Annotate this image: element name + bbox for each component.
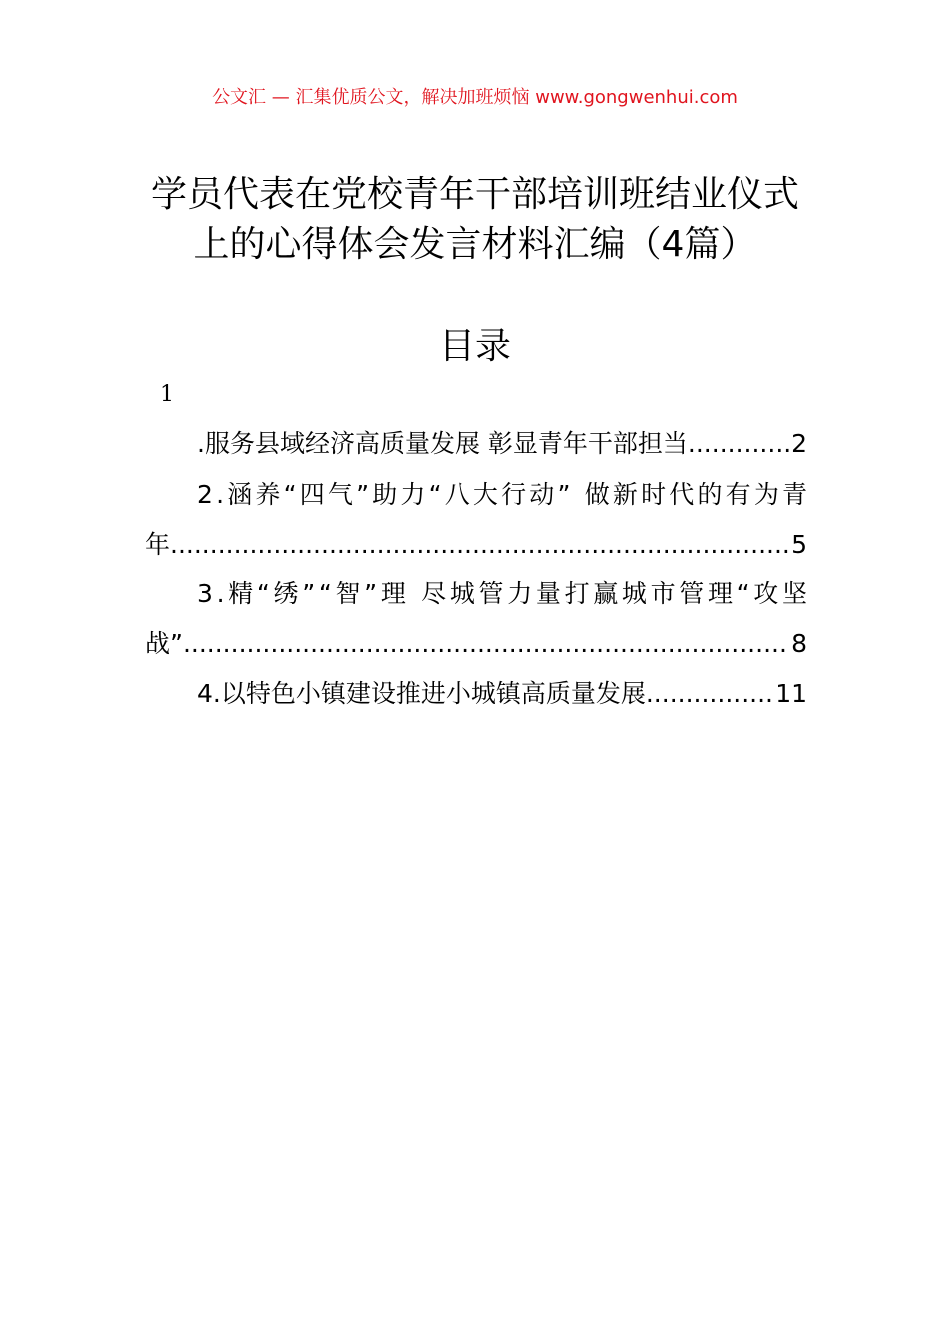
toc-entry-3-text-line-1: 3.精“绣”“智”理 尽城管力量打赢城市管理“攻坚 bbox=[197, 579, 811, 608]
toc-entry-3-line-1[interactable] bbox=[197, 569, 811, 619]
title-line-2: 上的心得体会发言材料汇编（4篇） bbox=[193, 224, 757, 265]
toc-entry-3-line-2[interactable] bbox=[145, 619, 807, 669]
toc-entry-4-text: 4.以特色小镇建设推进小城镇高质量发展 bbox=[197, 679, 646, 708]
document-title bbox=[0, 170, 950, 270]
toc-entry-3-text-line-2: 战” bbox=[145, 629, 183, 658]
toc-entry-1-leader bbox=[688, 419, 789, 469]
toc-entry-3-page: 8 bbox=[791, 629, 807, 658]
toc-entry-2-page: 5 bbox=[791, 530, 807, 559]
toc-entry-2-line-1[interactable] bbox=[197, 470, 811, 520]
toc-heading: 目录 bbox=[438, 326, 511, 367]
toc-entry-2-line-2[interactable] bbox=[145, 520, 807, 570]
toc-entry-4-page: 11 bbox=[775, 679, 807, 708]
site-banner: 公文汇 — 汇集优质公文，解决加班烦恼 www.gongwenhui.com bbox=[212, 87, 738, 108]
toc-entry-4-leader bbox=[646, 669, 773, 719]
toc-entry-2-text-line-1: 2.涵养“四气”助力“八大行动” 做新时代的有为青 bbox=[197, 480, 811, 509]
toc-entry-2-text-line-2: 年 bbox=[145, 530, 171, 559]
toc-entry-1-page: 2 bbox=[791, 429, 807, 458]
toc-entry-2-leader bbox=[170, 520, 789, 570]
toc-entry-1[interactable] bbox=[197, 419, 807, 469]
title-line-1: 学员代表在党校青年干部培训班结业仪式 bbox=[150, 174, 799, 215]
toc-entry-4[interactable] bbox=[197, 669, 807, 719]
toc-entry-1-text: .服务县域经济高质量发展 彰显青年干部担当 bbox=[197, 429, 688, 458]
stray-number: 1 bbox=[160, 382, 174, 407]
toc-entry-3-leader bbox=[183, 619, 789, 669]
